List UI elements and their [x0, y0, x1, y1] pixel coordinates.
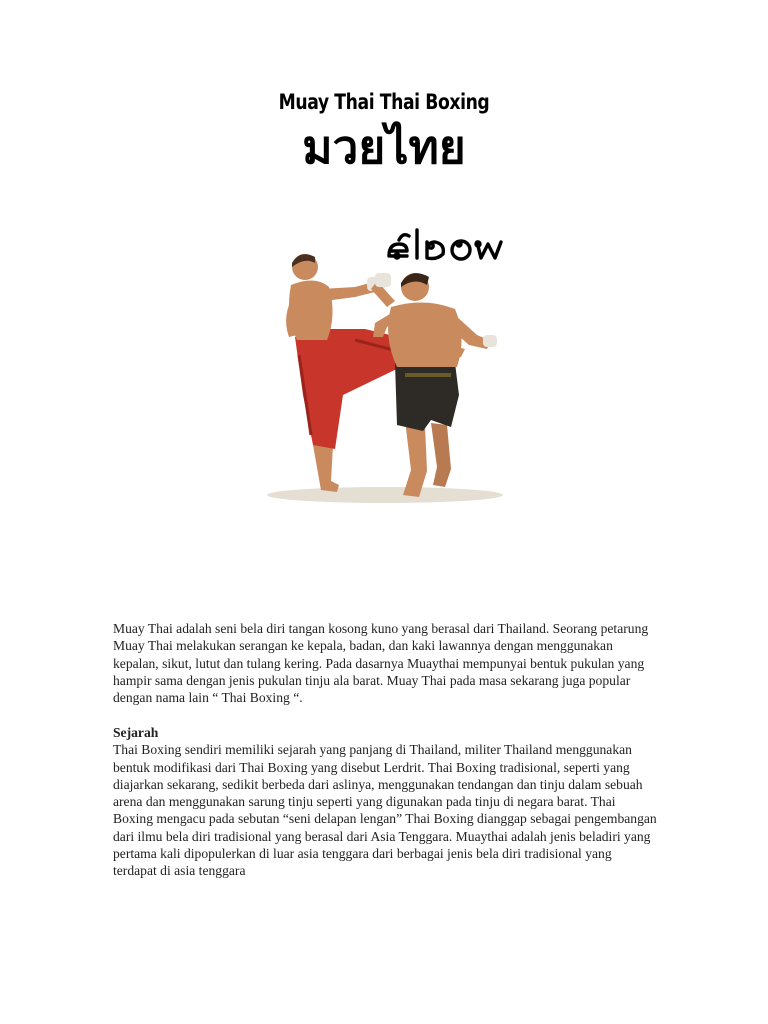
- intro-paragraph: Muay Thai adalah seni bela diri tangan kosong kuno yang berasal dari Thailand. Seorang petarung Muay Thai melakukan serangan ke kepala, badan, dan kaki lawannya dengan menggunakan kepalan, sikut, lutut dan tulang kering. Pada dasarnya Muaythai mempunyai bentuk pukulan yang hampir sama dengan jenis pukulan tinju ala barat. Muay Thai pada masa sekarang juga popular dengan nama lain “ Thai Boxing “.: [113, 621, 649, 706]
- history-section: [113, 724, 658, 880]
- title-english: Muay Thai Thai Boxing: [278, 90, 490, 114]
- history-paragraph: Thai Boxing sendiri memiliki sejarah yang panjang di Thailand, militer Thailand menggunakan bentuk modifikasi dari Thai Boxing yang disebut Lerdrit. Thai Boxing tradisional, seperti yang diajarkan sekarang, sedikit berbeda dari aslinya, menggunakan tendangan dan tinju dalam sebuah arena dan menggunakan sarung tinju seperti yang digunakan pada tinju di negara barat. Thai Boxing mengacu pada sebutan “seni delapan lengan” Thai Boxing dianggap sebagai pengembangan dari ilmu bela diri tradisional yang berasal dari Asia Tenggara. Muaythai adalah jenis beladiri yang pertama kali dipopulerkan di luar asia tenggara dari berbagai jenis bela diri tradisional yang terdapat di asia tenggara: [113, 742, 657, 879]
- fighter-dark-trunks: [371, 273, 497, 497]
- history-heading: Sejarah: [113, 725, 159, 740]
- muay-thai-fighters-illustration: [255, 245, 515, 515]
- title-thai: มวยไทย: [302, 120, 466, 174]
- ground-shadow: [267, 487, 503, 503]
